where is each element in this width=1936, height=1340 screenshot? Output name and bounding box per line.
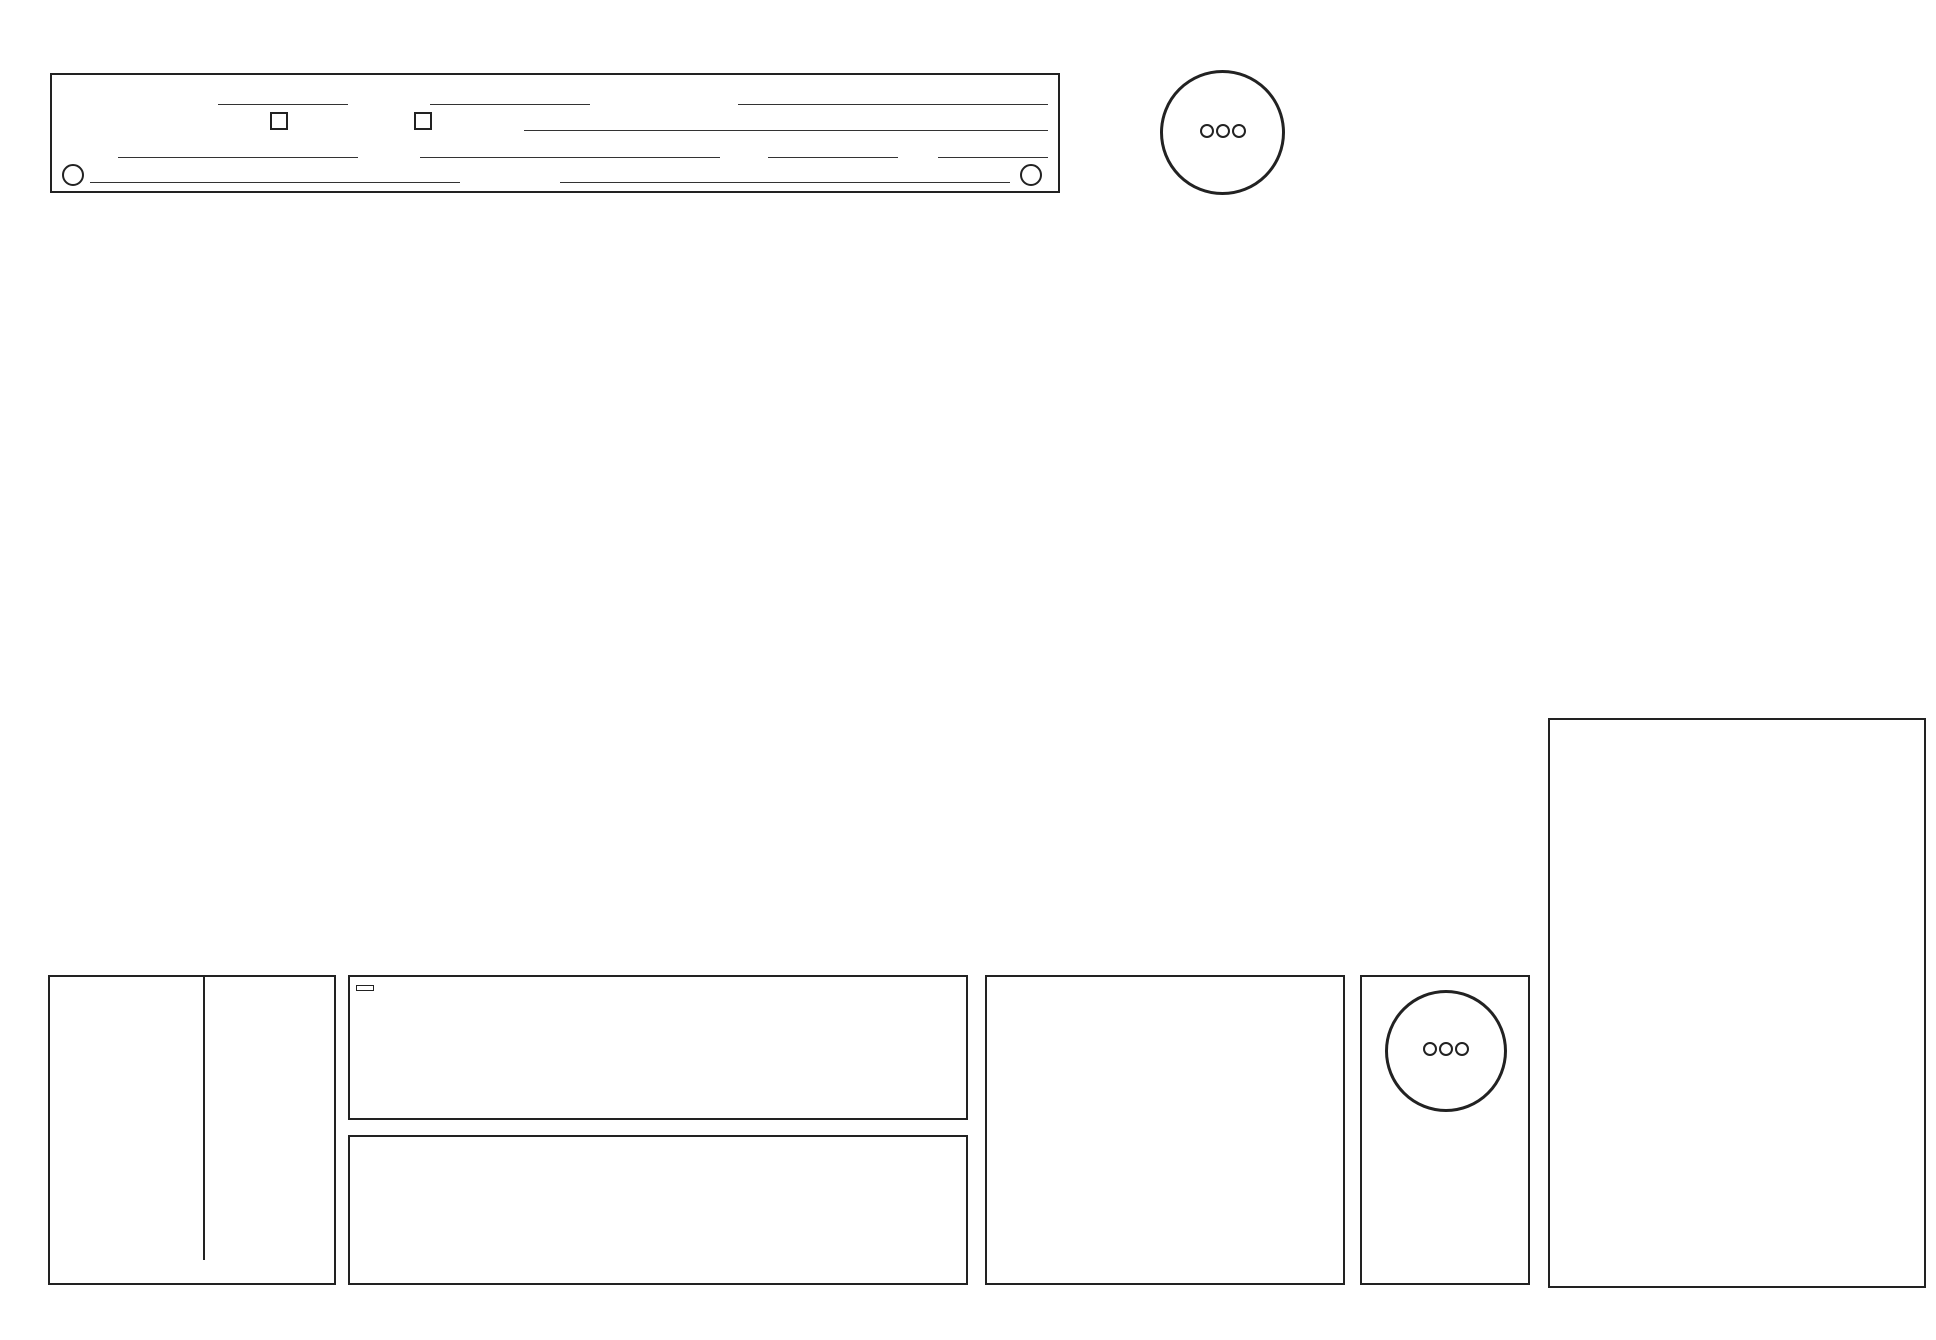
sanzioni-box	[48, 975, 336, 1285]
comitato-logo	[1385, 990, 1507, 1112]
olympic-rings-icon-2	[1423, 1042, 1469, 1056]
osservazioni-title	[356, 985, 374, 991]
fase-field[interactable]	[524, 130, 1048, 131]
sanzioni-divider	[203, 975, 205, 1260]
osservazioni-box[interactable]	[348, 975, 968, 1120]
olympic-rings-icon	[1200, 124, 1246, 138]
data-field[interactable]	[768, 157, 898, 158]
campo-field[interactable]	[420, 157, 720, 158]
femminile-checkbox[interactable]	[414, 112, 432, 130]
risultato-box	[985, 975, 1345, 1285]
luogo-field[interactable]	[118, 157, 358, 158]
squadre-panel	[1548, 718, 1926, 1288]
ora-field[interactable]	[938, 157, 1048, 158]
team-b-circle[interactable]	[1020, 164, 1042, 186]
pgs-logo	[1160, 70, 1285, 195]
team-a-circle[interactable]	[62, 164, 84, 186]
campionato-field[interactable]	[218, 104, 348, 105]
header-box	[50, 73, 1060, 193]
maschile-checkbox[interactable]	[270, 112, 288, 130]
manifestazione-field[interactable]	[738, 104, 1048, 105]
team-a-field[interactable]	[90, 182, 460, 183]
gara-field[interactable]	[430, 104, 590, 105]
approvazione-box	[348, 1135, 968, 1285]
team-b-field[interactable]	[560, 182, 1010, 183]
